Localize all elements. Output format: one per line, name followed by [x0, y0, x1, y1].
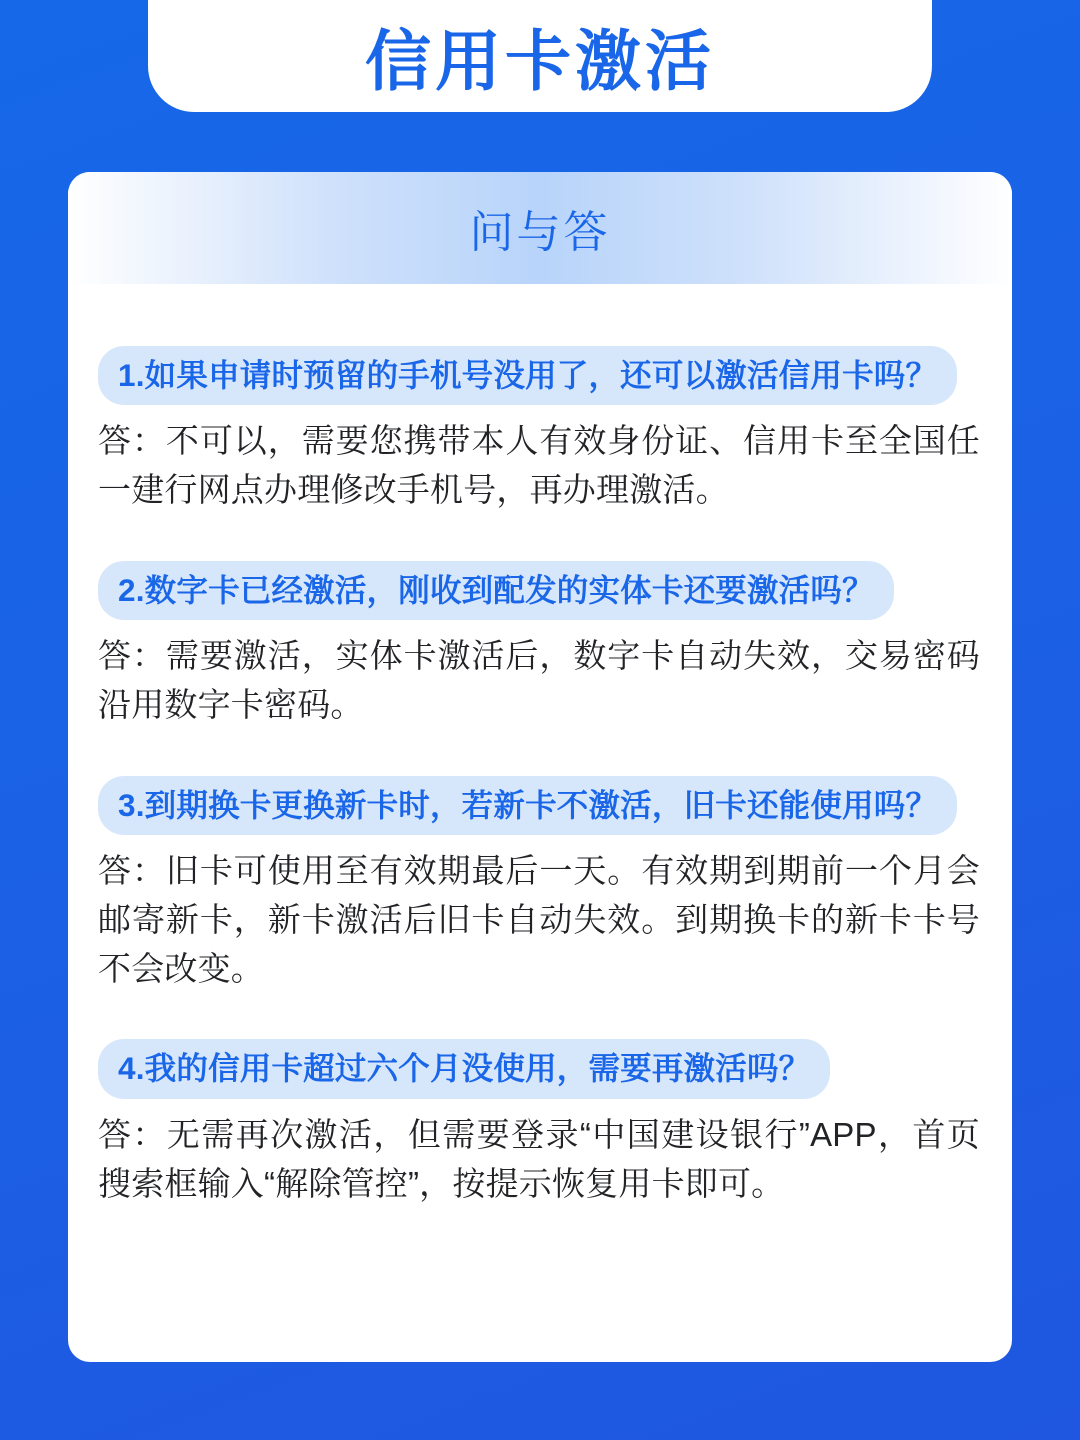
list-item — [98, 561, 982, 730]
qa-list — [98, 284, 982, 1208]
page-header — [0, 0, 1080, 112]
qa-section-title: 问与答 — [469, 208, 611, 257]
qa-card — [68, 172, 1012, 1362]
list-item — [98, 776, 982, 994]
qa-answer: 答：无需再次激活，但需要登录“中国建设银行”APP，首页搜索框输入“解除管控”，按提示恢复用卡即可。 — [98, 1115, 980, 1202]
qa-answer: 答：旧卡可使用至有效期最后一天。有效期到期前一个月会邮寄新卡，新卡激活后旧卡自动失效。到期换卡的新卡卡号不会改变。 — [98, 851, 980, 987]
list-item — [98, 346, 982, 515]
header-plate — [148, 0, 932, 112]
qa-question: 1.如果申请时预留的手机号没用了，还可以激活信用卡吗？ — [98, 346, 957, 405]
qa-question: 4.我的信用卡超过六个月没使用，需要再激活吗？ — [98, 1039, 830, 1098]
qa-question: 3.到期换卡更换新卡时，若新卡不激活，旧卡还能使用吗？ — [98, 776, 957, 835]
qa-question: 2.数字卡已经激活，刚收到配发的实体卡还要激活吗？ — [98, 561, 894, 620]
page-title: 信用卡激活 — [365, 24, 715, 98]
qa-answer: 答：需要激活，实体卡激活后，数字卡自动失效，交易密码沿用数字卡密码。 — [98, 637, 980, 723]
qa-answer: 答：不可以，需要您携带本人有效身份证、信用卡至全国任一建行网点办理修改手机号，再办理激活。 — [98, 422, 980, 509]
list-item — [98, 1039, 982, 1208]
qa-card-title-band — [68, 172, 1012, 284]
